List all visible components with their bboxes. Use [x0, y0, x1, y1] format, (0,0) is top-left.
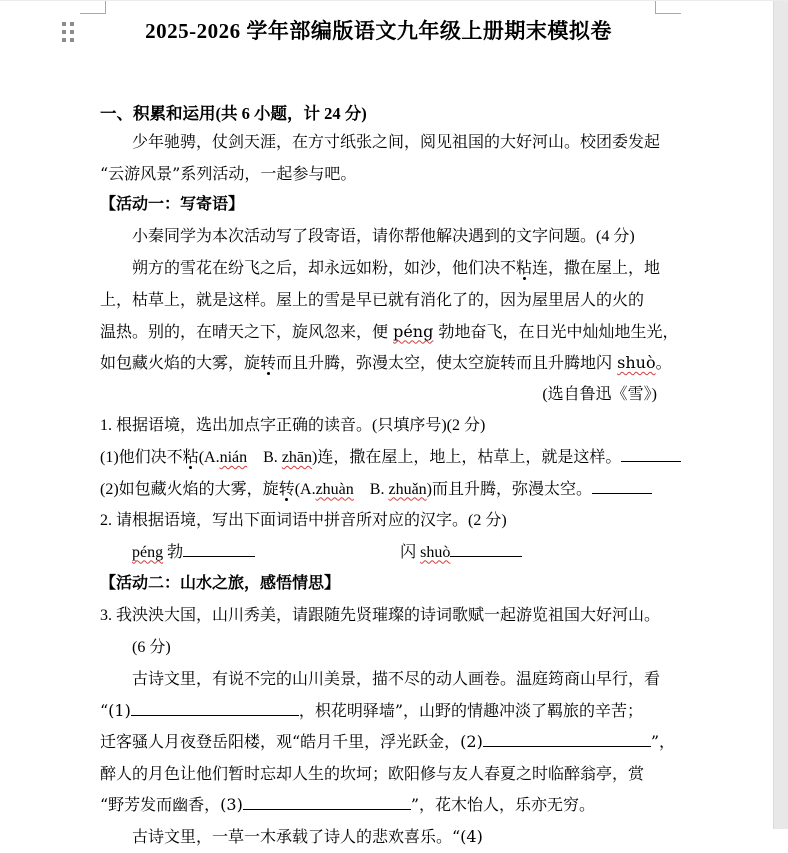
text-segment: (选自鲁迅《雪》): [542, 385, 657, 403]
passage-line-4: [100, 347, 672, 379]
answer-blank[interactable]: [450, 541, 522, 557]
text-segment: 【活动二：山水之旅，感悟情思】: [100, 575, 341, 593]
paragraph-drag-handle-icon[interactable]: [62, 22, 74, 42]
text-segment: ，枳花明驿墙”，山野的情趣冲淡了羁旅的辛苦；: [298, 700, 644, 720]
question-2: [100, 505, 657, 537]
activity-1-intro: [100, 221, 657, 253]
text-segment: 迁客骚人月夜登岳阳楼，观“皓月千里，浮光跃金，(2): [100, 732, 483, 752]
answer-blank[interactable]: [483, 731, 651, 747]
text-segment: 古诗文里，一草一木承载了诗人的悲欢喜乐。“(4): [132, 827, 483, 847]
text-segment: (2)如包藏火焰的大雾，旋: [100, 480, 279, 498]
pinyin-text: shuò: [617, 353, 656, 373]
text-segment: (6 分): [132, 638, 171, 656]
poem-line-1: [100, 663, 661, 695]
answer-blank[interactable]: [183, 541, 255, 557]
pinyin-text: péng: [393, 321, 434, 341]
document-content: [100, 1, 679, 853]
answer-blank[interactable]: [131, 700, 299, 716]
answer-blank[interactable]: [621, 446, 681, 462]
text-segment: 【活动一：写寄语】: [100, 196, 245, 214]
question-1: [100, 410, 657, 442]
intro-line-1: [100, 126, 661, 158]
emphasized-char: 粘: [516, 258, 533, 278]
question-3-score: [100, 632, 657, 664]
question-2-items: [100, 537, 657, 569]
text-segment: 勃地奋飞，在日光中灿灿地生光，: [433, 321, 679, 341]
spacer: [255, 556, 400, 557]
text-segment: 而且升腾，弥漫太空，使太空旋转而且升腾地闪: [276, 353, 618, 373]
text-segment: 小秦同学为本次活动写了段寄语，请你帮他解决遇到的文字问题。(4 分): [132, 227, 635, 245]
text-segment: (A.: [198, 448, 220, 466]
text-segment: 温热。别的，在晴天之下，旋风忽来，便: [100, 321, 394, 341]
text-segment: 勃: [163, 543, 184, 561]
text-segment: B.: [353, 480, 389, 498]
text-segment: 。: [655, 353, 672, 373]
passage-line-3: [100, 316, 679, 348]
text-segment: 闪: [400, 543, 421, 561]
intro-line-2: [100, 158, 657, 190]
poem-line-6: [100, 821, 657, 853]
question-3: [100, 600, 661, 632]
text-segment: 古诗文里，有说不完的山川美景，描不尽的动人画卷。温庭筠商山早行，看: [132, 669, 661, 689]
answer-blank[interactable]: [592, 478, 652, 494]
text-segment: (A.: [294, 480, 316, 498]
passage-line-1: [100, 252, 661, 284]
document-body: [100, 126, 679, 853]
text-segment: “野芳发而幽香，(3): [100, 795, 243, 815]
text-segment: 连，撒在屋上，地: [532, 258, 661, 278]
passage-source: [100, 379, 657, 411]
text-segment: 1. 根据语境，选出加点字正确的读音。(只填序号)(2 分): [100, 417, 486, 435]
activity-2-header: [100, 568, 657, 600]
text-segment: B.: [247, 448, 282, 466]
poem-line-3: [100, 726, 676, 758]
emphasized-char: 转: [278, 480, 295, 498]
poem-line-5: [100, 789, 657, 821]
window-edge-background: [773, 1, 788, 829]
pinyin-text: zhān: [281, 448, 313, 466]
answer-blank[interactable]: [243, 794, 411, 810]
text-segment: 朔方的雪花在纷飞之后，却永远如粉，如沙，他们决不: [132, 258, 517, 278]
text-segment: “云游风景”系列活动，一起参与吧。: [100, 163, 357, 183]
pinyin-text: péng: [132, 543, 164, 561]
poem-line-2: [100, 695, 657, 727]
pinyin-text: shuò: [420, 543, 451, 561]
text-segment: 如包藏火焰的大雾，旋: [100, 353, 261, 373]
document-title: 2025-2026 学年部编版语文九年级上册期末模拟卷: [145, 19, 612, 43]
section-heading: 一、积累和运用(共 6 小题，计 24 分): [100, 104, 367, 123]
text-segment: ”，: [650, 732, 676, 752]
text-segment: “(1): [100, 700, 131, 720]
poem-line-4: [100, 758, 657, 790]
text-segment: 3. 我泱泱大国，山川秀美，请跟随先贤璀璨的诗词歌赋一起游览祖国大好河山。: [100, 606, 661, 624]
pinyin-text: nián: [219, 448, 248, 466]
text-segment: 少年驰骋，仗剑天涯，在方寸纸张之间，阅见祖国的大好河山。校团委发起: [132, 132, 661, 151]
emphasized-char: 转: [260, 353, 277, 373]
text-segment: 醉人的月色让他们暂时忘却人生的坎坷；欧阳修与友人春夏之时临醉翁亭，赏: [100, 763, 645, 783]
text-segment: )而且升腾，弥漫太空。: [426, 480, 593, 498]
text-segment: 2. 请根据语境，写出下面词语中拼音所对应的汉字。(2 分): [100, 512, 507, 530]
text-segment: 上，枯草上，就是这样。屋上的雪是早已就有消化了的，因为屋里居人的火的: [100, 289, 645, 309]
pinyin-text: zhuǎn: [388, 480, 427, 498]
activity-1-header: [100, 189, 657, 221]
pinyin-text: zhuàn: [315, 480, 354, 498]
question-1-item-1: [100, 442, 657, 474]
emphasized-char: 粘: [182, 448, 199, 466]
text-segment: (1)他们决不: [100, 448, 183, 466]
passage-line-2: [100, 284, 657, 316]
text-boundary-mark-right-icon: [655, 1, 681, 14]
question-1-item-2: [100, 474, 657, 506]
text-segment: )连，撒在屋上，地上，枯草上，就是这样。: [312, 448, 622, 466]
text-segment: ”，花木怡人，乐亦无穷。: [410, 795, 596, 815]
